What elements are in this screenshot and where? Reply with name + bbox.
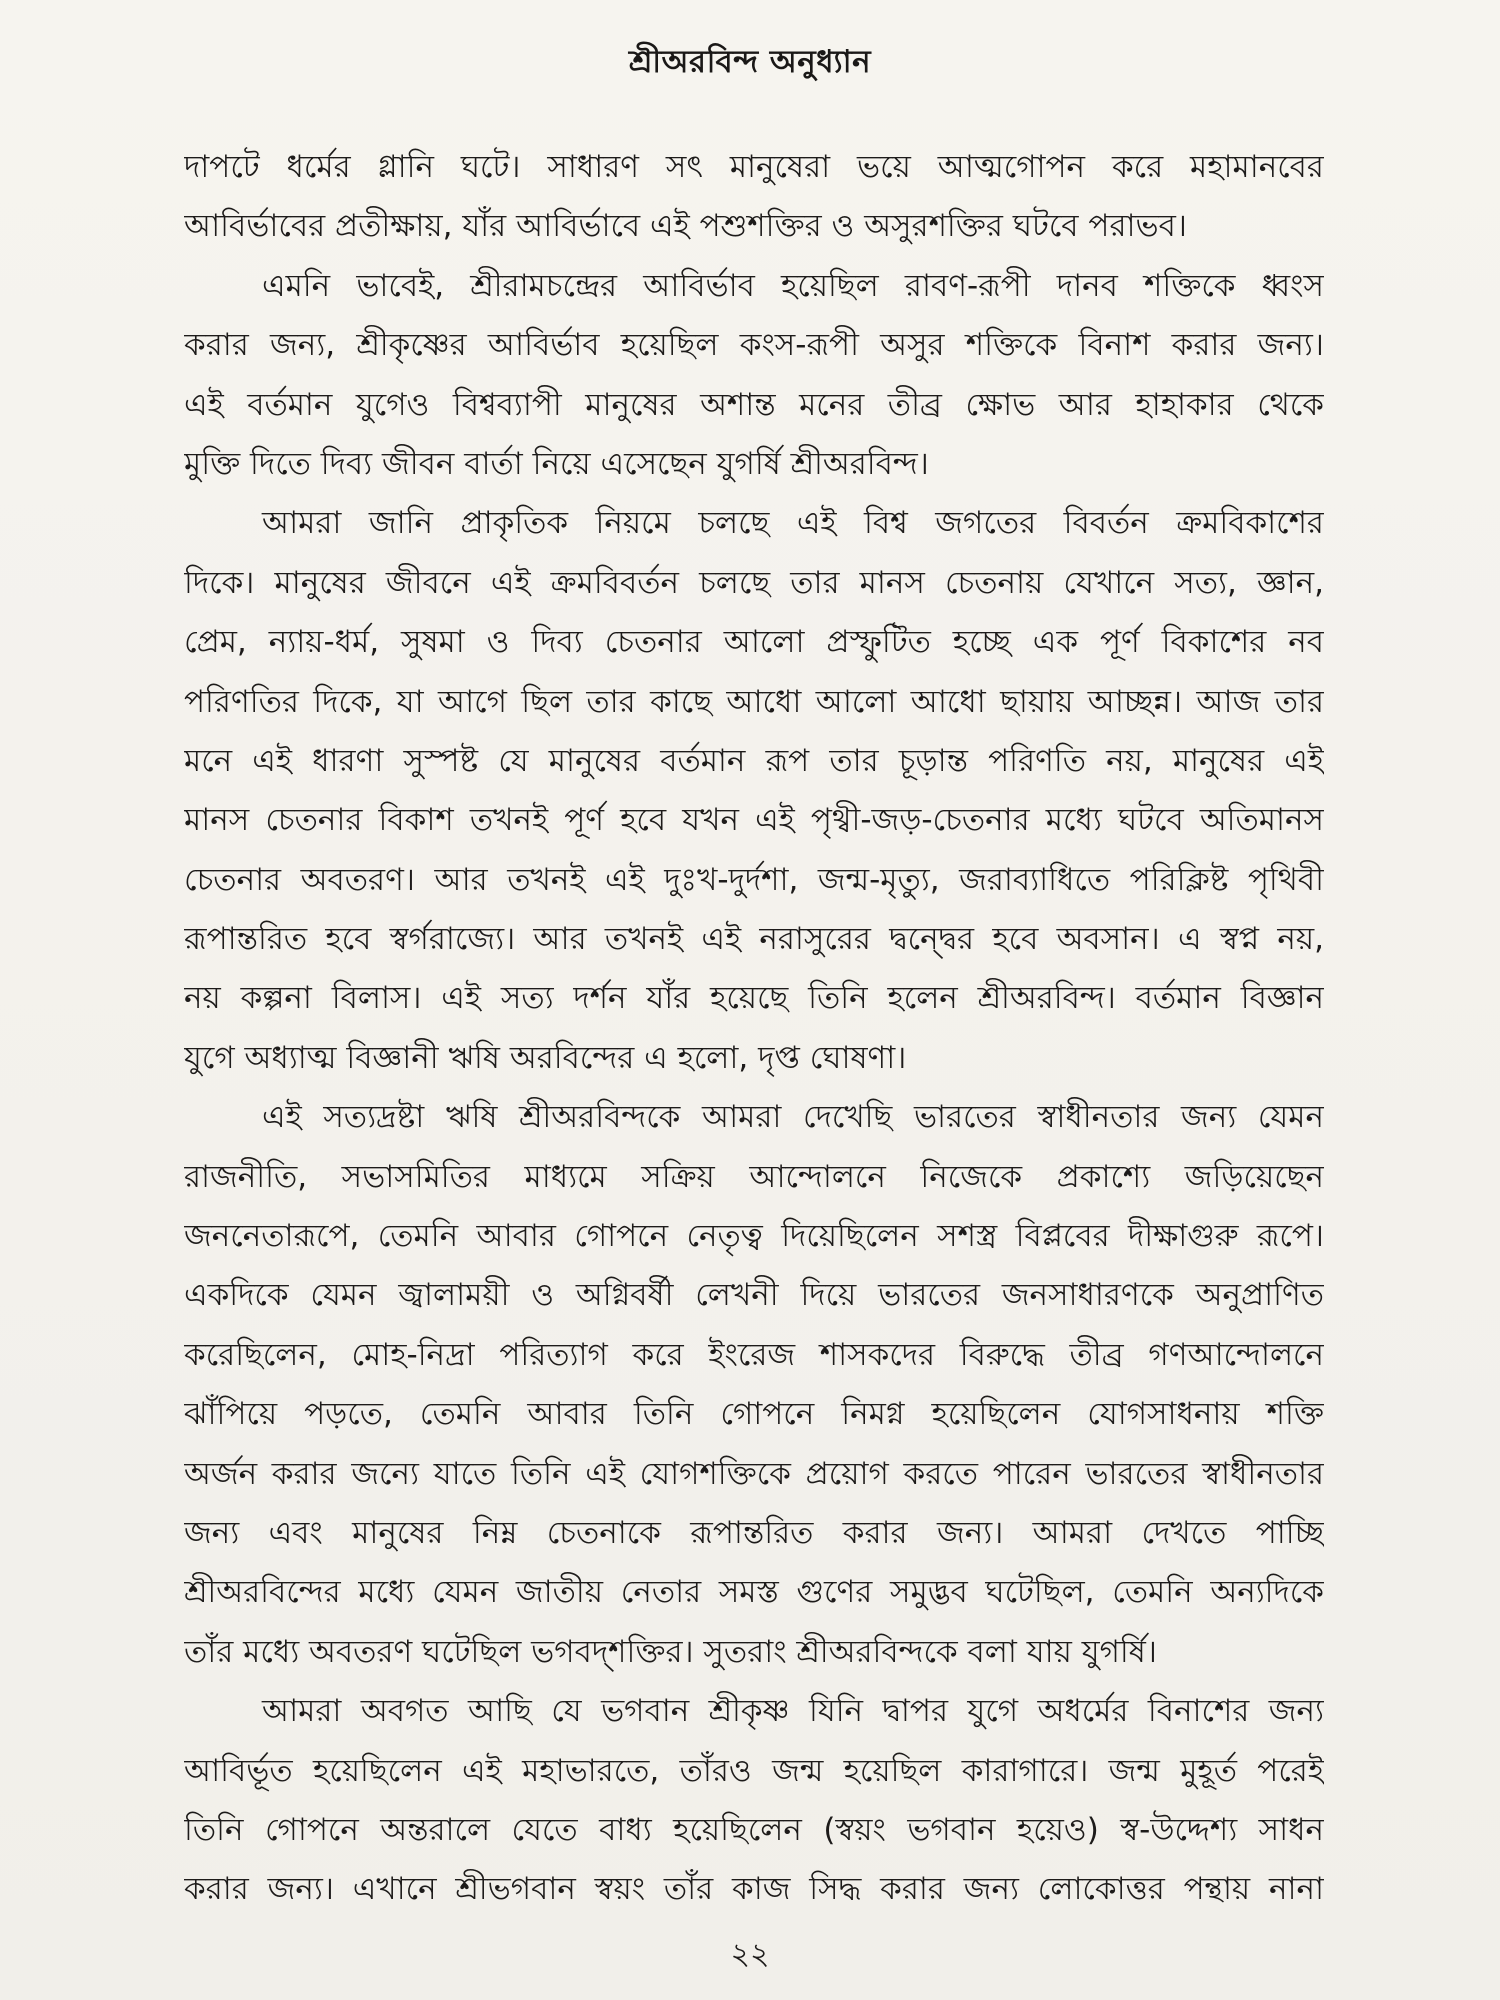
page-number: ২২ bbox=[730, 1937, 770, 1972]
text-line: এমনি ভাবেই, শ্রীরামচন্দ্রের আবির্ভাব হয়েছিল রাবণ-রূপী দানব শক্তিকে ধ্বংস bbox=[262, 267, 1324, 304]
text-line: মনে এই ধারণা সুস্পষ্ট যে মানুষের বর্তমান রূপ তার চূড়ান্ত পরিণতি নয়, মানুষের এই bbox=[184, 742, 1324, 779]
text-line: এই সত্যদ্রষ্টা ঋষি শ্রীঅরবিন্দকে আমরা দেখেছি ভারতের স্বাধীনতার জন্য যেমন bbox=[262, 1099, 1324, 1136]
body-text bbox=[184, 138, 1324, 1920]
text-line: রূপান্তরিত হবে স্বর্গরাজ্যে। আর তখনই এই নরাসুরের দ্বন্দ্বের হবে অবসান। এ স্বপ্ন নয়, bbox=[184, 921, 1324, 958]
text-line: দাপটে ধর্মের গ্লানি ঘটে। সাধারণ সৎ মানুষেরা ভয়ে আত্মগোপন করে মহামানবের bbox=[184, 149, 1324, 185]
running-head: শ্রীঅরবিন্দ অনুধ্যান bbox=[628, 44, 872, 80]
text-line: আবির্ভূত হয়েছিলেন এই মহাভারতে, তাঁরও জন্ম হয়েছিল কারাগারে। জন্ম মুহূর্ত পরেই bbox=[184, 1752, 1324, 1789]
text-line: অর্জন করার জন্যে যাতে তিনি এই যোগশক্তিকে প্রয়োগ করতে পারেন ভারতের স্বাধীনতার bbox=[184, 1455, 1324, 1492]
text-line: যুগে অধ্যাত্ম বিজ্ঞানী ঋষি অরবিন্দের এ হলো, দৃপ্ত ঘোষণা। bbox=[184, 1039, 907, 1076]
paragraph bbox=[184, 138, 1324, 257]
text-line: তাঁর মধ্যে অবতরণ ঘটেছিল ভগবদ্‌শক্তির। সুতরাং শ্রীঅরবিন্দকে বলা যায় যুগর্ষি। bbox=[184, 1633, 1157, 1670]
text-line: শ্রীঅরবিন্দের মধ্যে যেমন জাতীয় নেতার সমস্ত গুণের সমুদ্ভব ঘটেছিল, তেমনি অন্যদিকে bbox=[184, 1574, 1324, 1611]
text-line: তিনি গোপনে অন্তরালে যেতে বাধ্য হয়েছিলেন (স্বয়ং ভগবান হয়েও) স্ব-উদ্দেশ্য সাধন bbox=[184, 1811, 1324, 1848]
paragraph bbox=[184, 1088, 1324, 1682]
text-line: করার জন্য। এখানে শ্রীভগবান স্বয়ং তাঁর কাজ সিদ্ধ করার জন্য লোকোত্তর পন্থায় নানা bbox=[184, 1871, 1324, 1908]
text-line: প্রেম, ন্যায়-ধর্ম, সুষমা ও দিব্য চেতনার আলো প্রস্ফুটিত হচ্ছে এক পূর্ণ বিকাশের নব bbox=[184, 624, 1324, 661]
text-line: আমরা জানি প্রাকৃতিক নিয়মে চলছে এই বিশ্ব জগতের বিবর্তন ক্রমবিকাশের bbox=[262, 505, 1324, 542]
text-line: চেতনার অবতরণ। আর তখনই এই দুঃখ-দুর্দশা, জন্ম-মৃত্যু, জরাব্যাধিতে পরিক্লিষ্ট পৃথিবী bbox=[184, 861, 1324, 898]
text-line: এই বর্তমান যুগেও বিশ্বব্যাপী মানুষের অশান্ত মনের তীব্র ক্ষোভ আর হাহাকার থেকে bbox=[184, 386, 1324, 423]
paragraph bbox=[184, 1682, 1324, 1920]
text-line: করেছিলেন, মোহ-নিদ্রা পরিত্যাগ করে ইংরেজ শাসকদের বিরুদ্ধে তীব্র গণআন্দোলনে bbox=[184, 1336, 1324, 1373]
text-line: আমরা অবগত আছি যে ভগবান শ্রীকৃষ্ণ যিনি দ্বাপর যুগে অধর্মের বিনাশের জন্য bbox=[262, 1693, 1324, 1730]
text-line: মুক্তি দিতে দিব্য জীবন বার্তা নিয়ে এসেছেন যুগর্ষি শ্রীঅরবিন্দ। bbox=[184, 445, 929, 482]
paragraph bbox=[184, 257, 1324, 495]
text-line: জন্য এবং মানুষের নিম্ন চেতনাকে রূপান্তরিত করার জন্য। আমরা দেখতে পাচ্ছি bbox=[184, 1514, 1324, 1551]
text-line: মানস চেতনার বিকাশ তখনই পূর্ণ হবে যখন এই পৃথ্বী-জড়-চেতনার মধ্যে ঘটবে অতিমানস bbox=[184, 802, 1324, 839]
paragraph bbox=[184, 494, 1324, 1088]
text-line: জননেতারূপে, তেমনি আবার গোপনে নেতৃত্ব দিয়েছিলেন সশস্ত্র বিপ্লবের দীক্ষাগুরু রূপে। bbox=[184, 1218, 1324, 1255]
text-line: একদিকে যেমন জ্বালাময়ী ও অগ্নিবর্ষী লেখনী দিয়ে ভারতের জনসাধারণকে অনুপ্রাণিত bbox=[184, 1277, 1324, 1314]
text-line: আবির্ভাবের প্রতীক্ষায়, যাঁর আবির্ভাবে এই পশুশক্তির ও অসুরশক্তির ঘটবে পরাভব। bbox=[184, 208, 1187, 245]
text-line: ঝাঁপিয়ে পড়তে, তেমনি আবার তিনি গোপনে নিমগ্ন হয়েছিলেন যোগসাধনায় শক্তি bbox=[184, 1396, 1324, 1433]
text-line: দিকে। মানুষের জীবনে এই ক্রমবিবর্তন চলছে তার মানস চেতনায় যেখানে সত্য, জ্ঞান, bbox=[184, 564, 1324, 601]
text-line: নয় কল্পনা বিলাস। এই সত্য দর্শন যাঁর হয়েছে তিনি হলেন শ্রীঅরবিন্দ। বর্তমান বিজ্ঞান bbox=[184, 980, 1324, 1017]
text-line: রাজনীতি, সভাসমিতির মাধ্যমে সক্রিয় আন্দোলনে নিজেকে প্রকাশ্যে জড়িয়েছেন bbox=[184, 1158, 1324, 1195]
text-line: পরিণতির দিকে, যা আগে ছিল তার কাছে আধো আলো আধো ছায়ায় আচ্ছন্ন। আজ তার bbox=[184, 683, 1324, 720]
text-line: করার জন্য, শ্রীকৃষ্ণের আবির্ভাব হয়েছিল কংস-রূপী অসুর শক্তিকে বিনাশ করার জন্য। bbox=[184, 327, 1324, 364]
